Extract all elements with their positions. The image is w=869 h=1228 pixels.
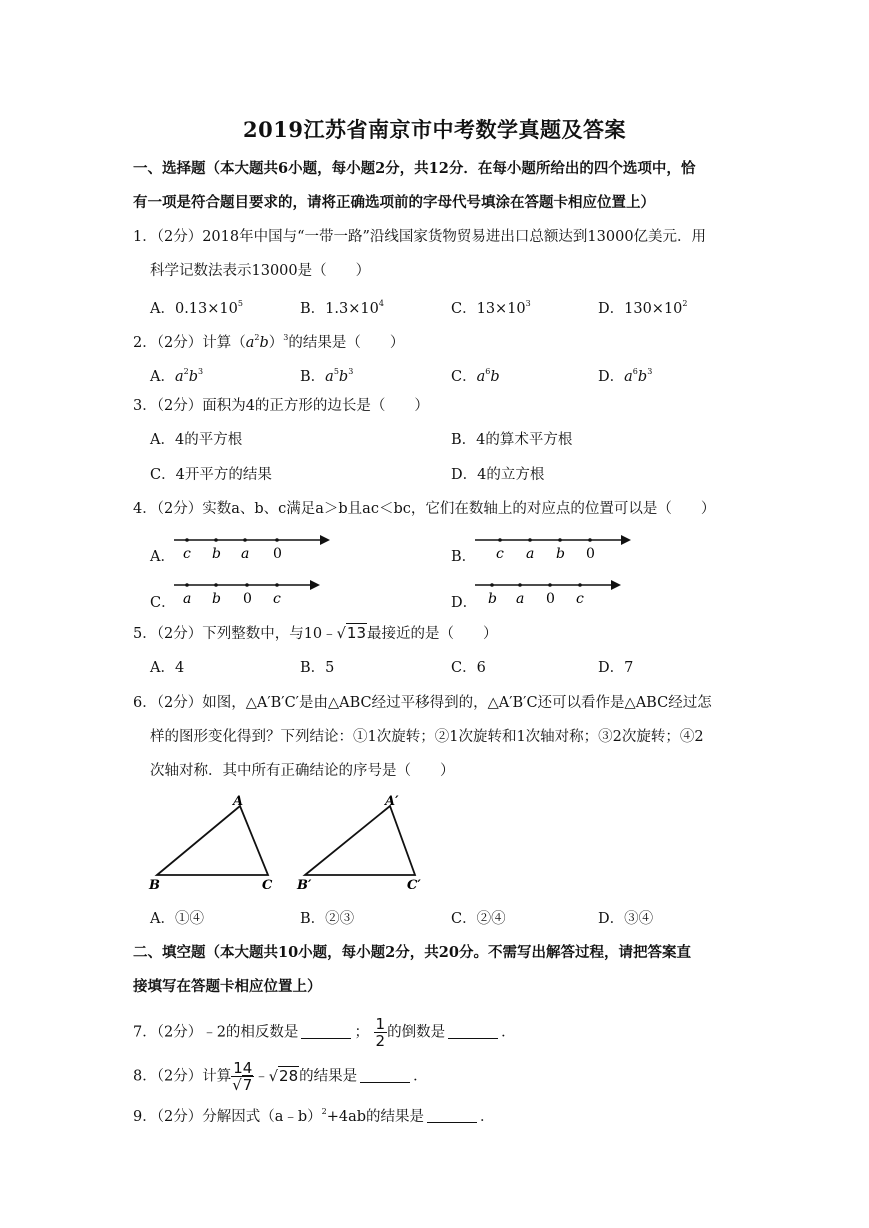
q1-option-b[interactable]: B．$1.3\times 10^4$ — [300, 299, 384, 317]
q4a-tick-label: b — [212, 546, 221, 562]
sqrt-28: √28 — [268, 1066, 299, 1085]
q3-stem: 3．（2分）面积为4的正方形的边长是（ ） — [133, 398, 429, 414]
q3-option-b[interactable]: B．4的算术平方根 — [451, 432, 573, 448]
q6-stem-line1: 6．（2分）如图，△A′B′C′是由△ABC经过平移得到的，△A′B′C还可以看作是△ABC经过怎 — [133, 695, 712, 711]
q6-option-d[interactable]: D．③④ — [598, 911, 654, 927]
q4c-tick-label: c — [273, 591, 281, 607]
q1-option-c[interactable]: C．$13\times 10^3$ — [451, 299, 531, 317]
q2-option-d[interactable]: D．$a^6b^3$ — [598, 367, 653, 385]
vertex-label-b: B — [149, 878, 160, 893]
q2-option-b[interactable]: B．$a^5b^3$ — [300, 367, 354, 385]
vertex-label-c: C — [262, 878, 273, 893]
q2-option-a[interactable]: A．$a^2b^3$ — [150, 367, 204, 385]
fraction-one-half: $\frac{1}{2}$ — [375, 1015, 386, 1050]
q4c-tick-label: b — [212, 591, 221, 607]
q5-option-c[interactable]: C．6 — [451, 660, 486, 676]
q4-option-b-label[interactable]: B． — [451, 549, 477, 565]
q2-option-c[interactable]: C．$a^6b$ — [451, 367, 500, 385]
q8-answer-blank[interactable] — [360, 1068, 410, 1083]
q4d-tick-label: c — [576, 591, 584, 607]
q4c-tick-label: a — [183, 591, 192, 607]
q5-option-a[interactable]: A．4 — [150, 660, 185, 676]
q6-triangle-figure — [145, 790, 435, 900]
q7-stem: 7．（2分）﹣2的相反数是 ； $\frac{1}{2}$ 的倒数是 ． — [133, 1015, 516, 1050]
q4d-tick-label: b — [488, 591, 497, 607]
q4-option-c-number-line[interactable] — [172, 575, 332, 607]
q3-option-d[interactable]: D．4的立方根 — [451, 467, 545, 483]
q4c-tick-label: 0 — [243, 591, 252, 607]
q4-option-d-label[interactable]: D． — [451, 595, 478, 611]
q4-option-a-label[interactable]: A． — [150, 549, 175, 565]
q4-option-c-label[interactable]: C． — [150, 595, 176, 611]
q4d-tick-label: a — [516, 591, 525, 607]
q6-option-c[interactable]: C．②④ — [451, 911, 506, 927]
q4b-tick-label: 0 — [586, 546, 595, 562]
q1-stem-line2: 科学记数法表示13000是（ ） — [150, 263, 371, 279]
q1-stem-line1: 1．（2分）2018年中国与“一带一路”沿线国家货物贸易进出口总额达到13000亿美元．用 — [133, 229, 707, 245]
q4a-tick-label: a — [241, 546, 250, 562]
section2-heading-line1: 二、填空题（本大题共10小题，每小题2分，共20分。不需写出解答过程，请把答案直 — [133, 944, 691, 961]
q4-option-d-number-line[interactable] — [473, 575, 633, 607]
vertex-label-a: A — [233, 794, 244, 809]
q4-stem: 4．（2分）实数a、b、c满足a＞b且ac＜bc，它们在数轴上的对应点的位置可以是（ ） — [133, 501, 716, 517]
q9-stem: 9．（2分）分解因式（a﹣b）$^2$+4ab的结果是 ． — [133, 1107, 495, 1125]
sqrt-13: √13 — [336, 624, 366, 642]
q4a-tick-label: c — [183, 546, 191, 562]
q9-answer-blank[interactable] — [427, 1108, 477, 1123]
q5-stem: 5．（2分）下列整数中，与10﹣√13最接近的是（ ） — [133, 624, 498, 642]
section1-heading-line2: 有一项是符合题目要求的，请将正确选项前的字母代号填涂在答题卡相应位置上） — [133, 194, 655, 211]
section1-heading-line1: 一、选择题（本大题共6小题，每小题2分，共12分．在每小题所给出的四个选项中，恰 — [133, 160, 696, 177]
q8-stem: 8．（2分）计算 $\frac{14}{√7}$ ﹣√28的结果是 ． — [133, 1059, 428, 1094]
q5-option-d[interactable]: D．7 — [598, 660, 634, 676]
q7-answer-blank-1[interactable] — [301, 1024, 351, 1039]
q6-option-a[interactable]: A．①④ — [150, 911, 204, 927]
q4a-tick-label: 0 — [273, 546, 282, 562]
q4b-tick-label: a — [526, 546, 535, 562]
vertex-label-c-prime: C′ — [407, 878, 421, 893]
q1-option-a[interactable]: A．$0.13\times 10^5$ — [150, 299, 243, 317]
q4d-tick-label: 0 — [546, 591, 555, 607]
vertex-label-a-prime: A′ — [385, 794, 399, 809]
vertex-label-b-prime: B′ — [297, 878, 312, 893]
page-title: 2019江苏省南京市中考数学真题及答案 — [243, 117, 626, 142]
section2-heading-line2: 接填写在答题卡相应位置上） — [133, 978, 322, 995]
q4b-tick-label: b — [556, 546, 565, 562]
q6-stem-line3: 次轴对称．其中所有正确结论的序号是（ ） — [150, 763, 455, 779]
q6-option-b[interactable]: B．②③ — [300, 911, 355, 927]
q3-option-a[interactable]: A．4的平方根 — [150, 432, 243, 448]
q4b-tick-label: c — [496, 546, 504, 562]
fraction-14-over-sqrt7: $\frac{14}{√7}$ — [232, 1059, 253, 1094]
q4-option-b-number-line[interactable] — [473, 530, 633, 562]
q2-stem: 2．（2分）计算$(a^2b)^3$的结果是（ ） — [133, 333, 405, 351]
q4-option-a-number-line[interactable] — [172, 530, 332, 562]
q7-answer-blank-2[interactable] — [448, 1024, 498, 1039]
q1-option-d[interactable]: D．$130\times 10^2$ — [598, 299, 688, 317]
q5-option-b[interactable]: B．5 — [300, 660, 335, 676]
q3-option-c[interactable]: C．4开平方的结果 — [150, 467, 272, 483]
q6-stem-line2: 样的图形变化得到？下列结论：①1次旋转；②1次旋转和1次轴对称；③2次旋转；④2 — [150, 729, 704, 745]
